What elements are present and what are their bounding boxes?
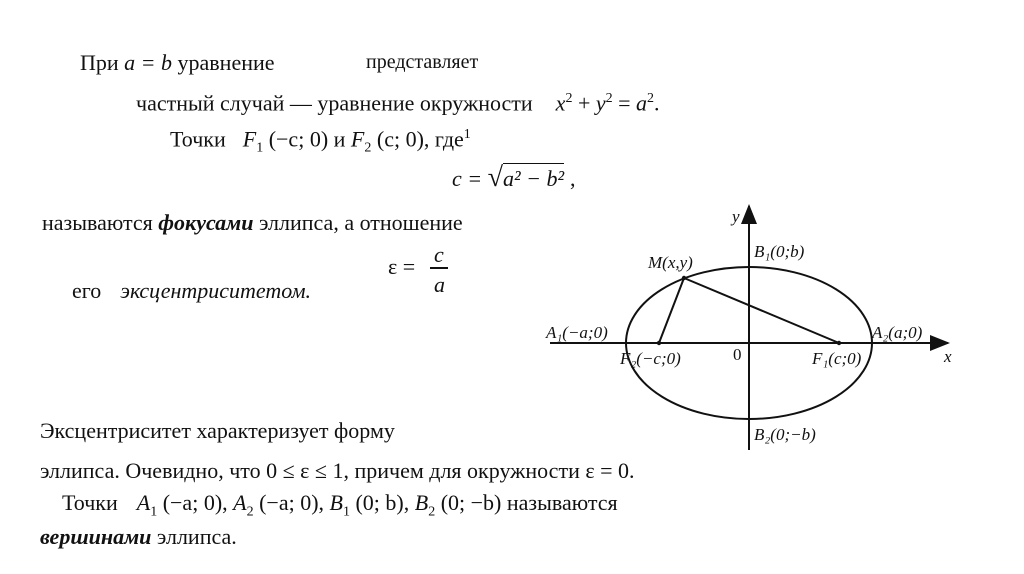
sqrt-body: a² − b² (503, 163, 564, 191)
label-y: y (732, 207, 740, 226)
eps-numerator: c (434, 242, 444, 267)
var-a: a (636, 90, 648, 116)
text-ratio: эллипса, а отношение (258, 210, 463, 235)
label-A1: A₁(−a;0) (546, 323, 608, 342)
segment-M-F1 (684, 278, 839, 343)
coords-A2: (−a; 0), (259, 490, 325, 515)
text-ellipse-end: эллипса. (156, 524, 237, 549)
var-F2: F (350, 126, 365, 152)
eps-lhs: ε = (388, 254, 416, 279)
text-are-called: называются (506, 490, 618, 515)
text-pri: При (80, 50, 119, 75)
point-F1 (837, 341, 841, 345)
label-A2: A₂(a;0) (872, 323, 923, 342)
text-f1-coords: (−c; 0) и (263, 126, 351, 152)
term-vertices: вершинами (40, 524, 152, 549)
exp-2c: 2 (647, 91, 655, 106)
text-f2-coords: (c; 0), где (371, 126, 464, 152)
var-A2: A (233, 490, 247, 515)
label-B1: B₁(0;b) (754, 242, 805, 261)
text-represents: представляет (366, 51, 479, 73)
period: . (654, 90, 660, 116)
coords-B1: (0; b), (355, 490, 410, 515)
sub-A1: 1 (150, 504, 158, 520)
line-7: Эксцентриситет характеризует форму (40, 418, 395, 443)
text-special-case: частный случай — уравнение окружности (136, 90, 533, 116)
term-eccentricity: эксцентриситетом. (120, 278, 311, 303)
formula-a-eq-b: a = b (124, 50, 173, 75)
footnote-mark: 1 (463, 127, 471, 142)
var-A: A (136, 490, 151, 515)
label-F1: F₁(c;0) (812, 349, 862, 368)
var-x: x (555, 90, 566, 116)
sub-B1: 1 (342, 504, 350, 520)
sub-1: 1 (256, 140, 264, 156)
line-8: эллипса. Очевидно, что 0 ≤ ε ≤ 1, причем для окружности ε = 0. (40, 458, 635, 483)
formula-c-lhs: c = (452, 166, 488, 191)
coords-A1: (−a; 0), (162, 490, 228, 515)
coords-B2: (0; −b) (440, 490, 502, 515)
var-y: y (595, 90, 606, 116)
label-F2: F₂(−c;0) (620, 349, 681, 368)
sqrt-sign: √ (487, 162, 503, 193)
var-B2: B (414, 490, 429, 515)
exp-2: 2 (565, 91, 573, 106)
term-foci: фокусами (158, 210, 254, 235)
point-M (682, 276, 686, 280)
var-F: F (242, 126, 257, 152)
var-B: B (329, 490, 343, 515)
sub-2: 2 (364, 140, 372, 156)
text-points: Точки (170, 126, 226, 152)
point-F2 (657, 341, 661, 345)
label-x: x (944, 347, 952, 366)
comma: , (570, 166, 576, 191)
eps-denominator: a (434, 272, 445, 297)
op-plus: + (572, 90, 596, 116)
sub-A2: 2 (246, 504, 254, 520)
text-points-2: Точки (62, 490, 118, 515)
op-eq: = (612, 90, 637, 116)
exp-2b: 2 (605, 91, 613, 106)
text-its: его (72, 278, 102, 303)
label-origin: 0 (733, 345, 742, 364)
sub-B2: 2 (428, 504, 436, 520)
text-called: называются (42, 210, 153, 235)
text-equation: уравнение (177, 50, 275, 75)
label-M: M(x,y) (648, 253, 693, 272)
label-B2: B₂(0;−b) (754, 425, 816, 444)
